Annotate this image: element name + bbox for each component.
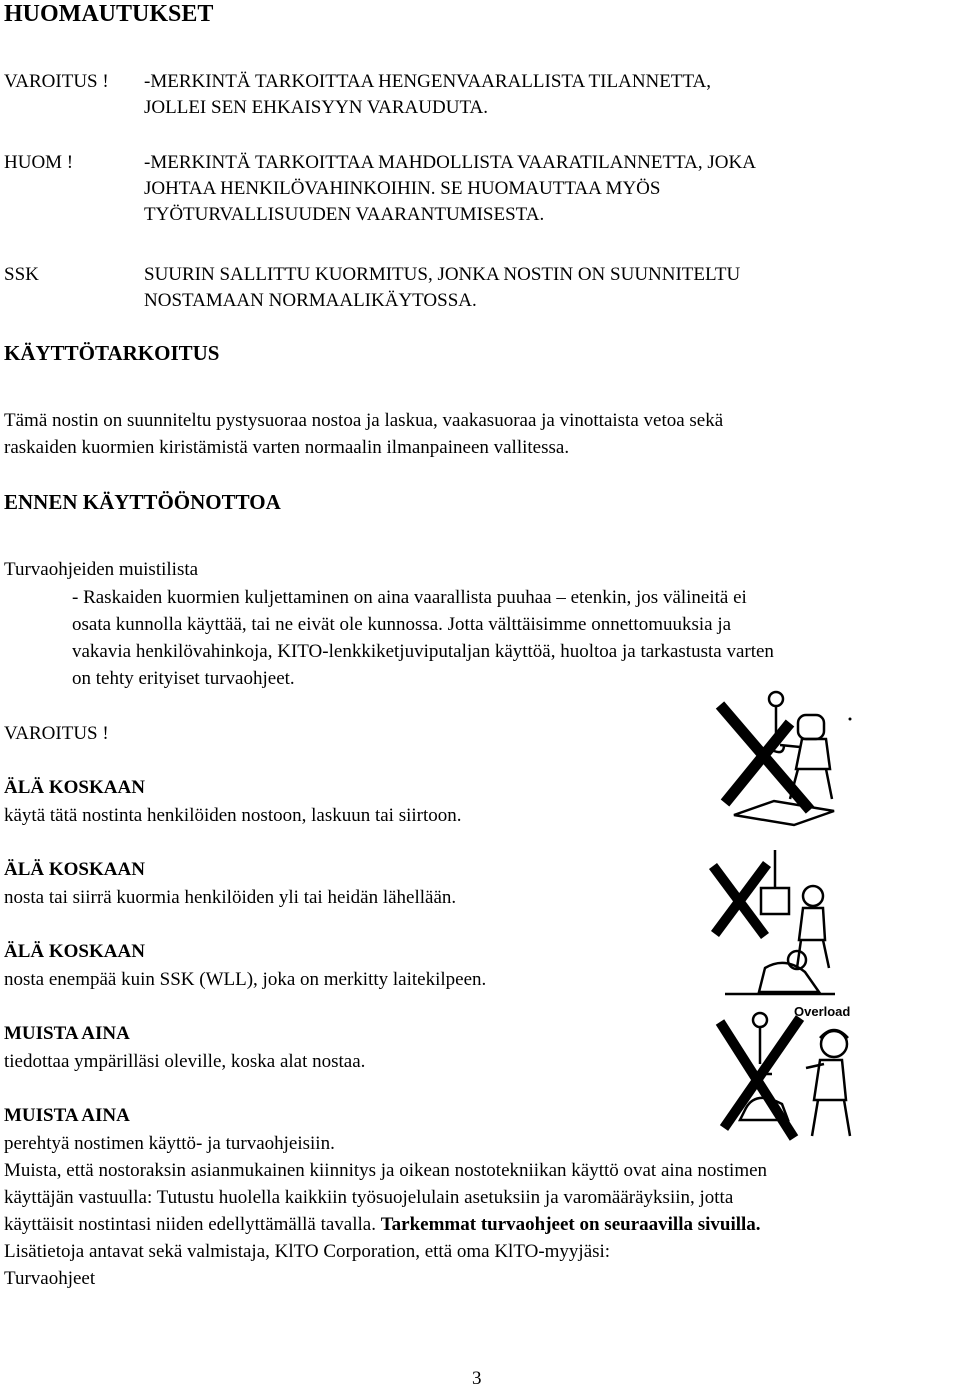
page-number: 3 [472, 1368, 482, 1389]
checklist-line: osata kunnolla käyttää, tai ne eivät ole kunnossa. Jotta välttäisimme onnettomuuksia ja [72, 614, 732, 635]
warning-heading: ÄLÄ KOSKAAN [4, 941, 145, 962]
warning-heading: ÄLÄ KOSKAAN [4, 777, 145, 798]
checklist-line: on tehty erityiset turvaohjeet. [72, 668, 295, 689]
warning-text: käytä tätä nostinta henkilöiden nostoon, laskuun tai siirtoon. [4, 805, 462, 826]
purpose-text-line: raskaiden kuormien kiristämistä varten normaalin ilmanpaineen vallitessa. [4, 437, 570, 458]
purpose-heading: KÄYTTÖTARKOITUS [4, 341, 220, 365]
notice-ssk-line: NOSTAMAAN NORMAALIKÄYTOSSA. [144, 290, 477, 311]
purpose-text-line: Tämä nostin on suunniteltu pystysuoraa nostoa ja laskua, vaakasuoraa ja vinottaista vetoa sekä [4, 410, 724, 431]
closing-bold-text: Tarkemmat turvaohjeet on seuraavilla sivuilla. [380, 1214, 761, 1235]
warnings-label: VAROITUS ! [4, 723, 109, 744]
closing-line: Muista, että nostoraksin asianmukainen kiinnitys ja oikean nostotekniikan käyttö ovat aina nostimen [4, 1160, 768, 1181]
checklist-line: vakavia henkilövahinkoja, KITO-lenkkiketjuviputaljan käyttöä, huoltoa ja tarkastusta varten [72, 641, 774, 662]
closing-line: Lisätietoja antavat sekä valmistaja, KlTO Corporation, että oma KlTO-myyjäsi: [4, 1241, 611, 1262]
notice-note-line: -MERKINTÄ TARKOITTAA MAHDOLLISTA VAARATILANNETTA, JOKA [144, 152, 756, 173]
notice-note-line: JOHTAA HENKILÖVAHINKOIHIN. SE HUOMAUTTAA MYÖS [144, 178, 661, 199]
notice-term-ssk: SSK [4, 264, 39, 285]
notice-warning-line: -MERKINTÄ TARKOITTAA HENGENVAARALLISTA TILANNETTA, [144, 71, 712, 92]
closing-normal-text: käyttäisit nostintasi niiden edellyttämällä tavalla. [4, 1214, 381, 1235]
warning-text: nosta tai siirrä kuormia henkilöiden yli tai heidän lähellään. [4, 887, 457, 908]
checklist-title: Turvaohjeiden muistilista [4, 559, 199, 580]
no-riding-hook-illustration [700, 685, 860, 830]
notice-ssk-line: SUURIN SALLITTU KUORMITUS, JONKA NOSTIN ON SUUNNITELTU [144, 264, 741, 285]
closing-line: käyttäjän vastuulla: Tutustu huolella kaikkiin työsuojelulain asetuksiin ja varomääräyksiin, jotta [4, 1187, 734, 1208]
overload-label: Overload [794, 1004, 851, 1019]
reminder-text: tiedottaa ympärilläsi oleville, koska alat nostaa. [4, 1051, 366, 1072]
notice-warning-line: JOLLEI SEN EHKAISYYN VARAUDUTA. [144, 97, 488, 118]
reminder-heading: MUISTA AINA [4, 1023, 130, 1044]
warning-text: nosta enempää kuin SSK (WLL), joka on merkitty laitekilpeen. [4, 969, 487, 990]
checklist-line: - Raskaiden kuormien kuljettaminen on aina vaarallista puuhaa – etenkin, jos välineitä ei [72, 587, 747, 608]
reminder-text: perehtyä nostimen käyttö- ja turvaohjeisiin. [4, 1133, 335, 1154]
page-title: HUOMAUTUKSET [4, 1, 214, 27]
closing-line-mixed [4, 1212, 761, 1238]
before-use-heading: ENNEN KÄYTTÖÖNOTTOA [4, 490, 281, 514]
no-overload-illustration [710, 998, 870, 1148]
reminder-heading: MUISTA AINA [4, 1105, 130, 1126]
warning-heading: ÄLÄ KOSKAAN [4, 859, 145, 880]
notice-term-warning: VAROITUS ! [4, 71, 109, 92]
notice-term-note: HUOM ! [4, 152, 74, 173]
closing-line: Turvaohjeet [4, 1268, 96, 1289]
notice-note-line: TYÖTURVALLISUUDEN VAARANTUMISESTA. [144, 204, 545, 225]
no-load-over-people-illustration [705, 848, 850, 1000]
